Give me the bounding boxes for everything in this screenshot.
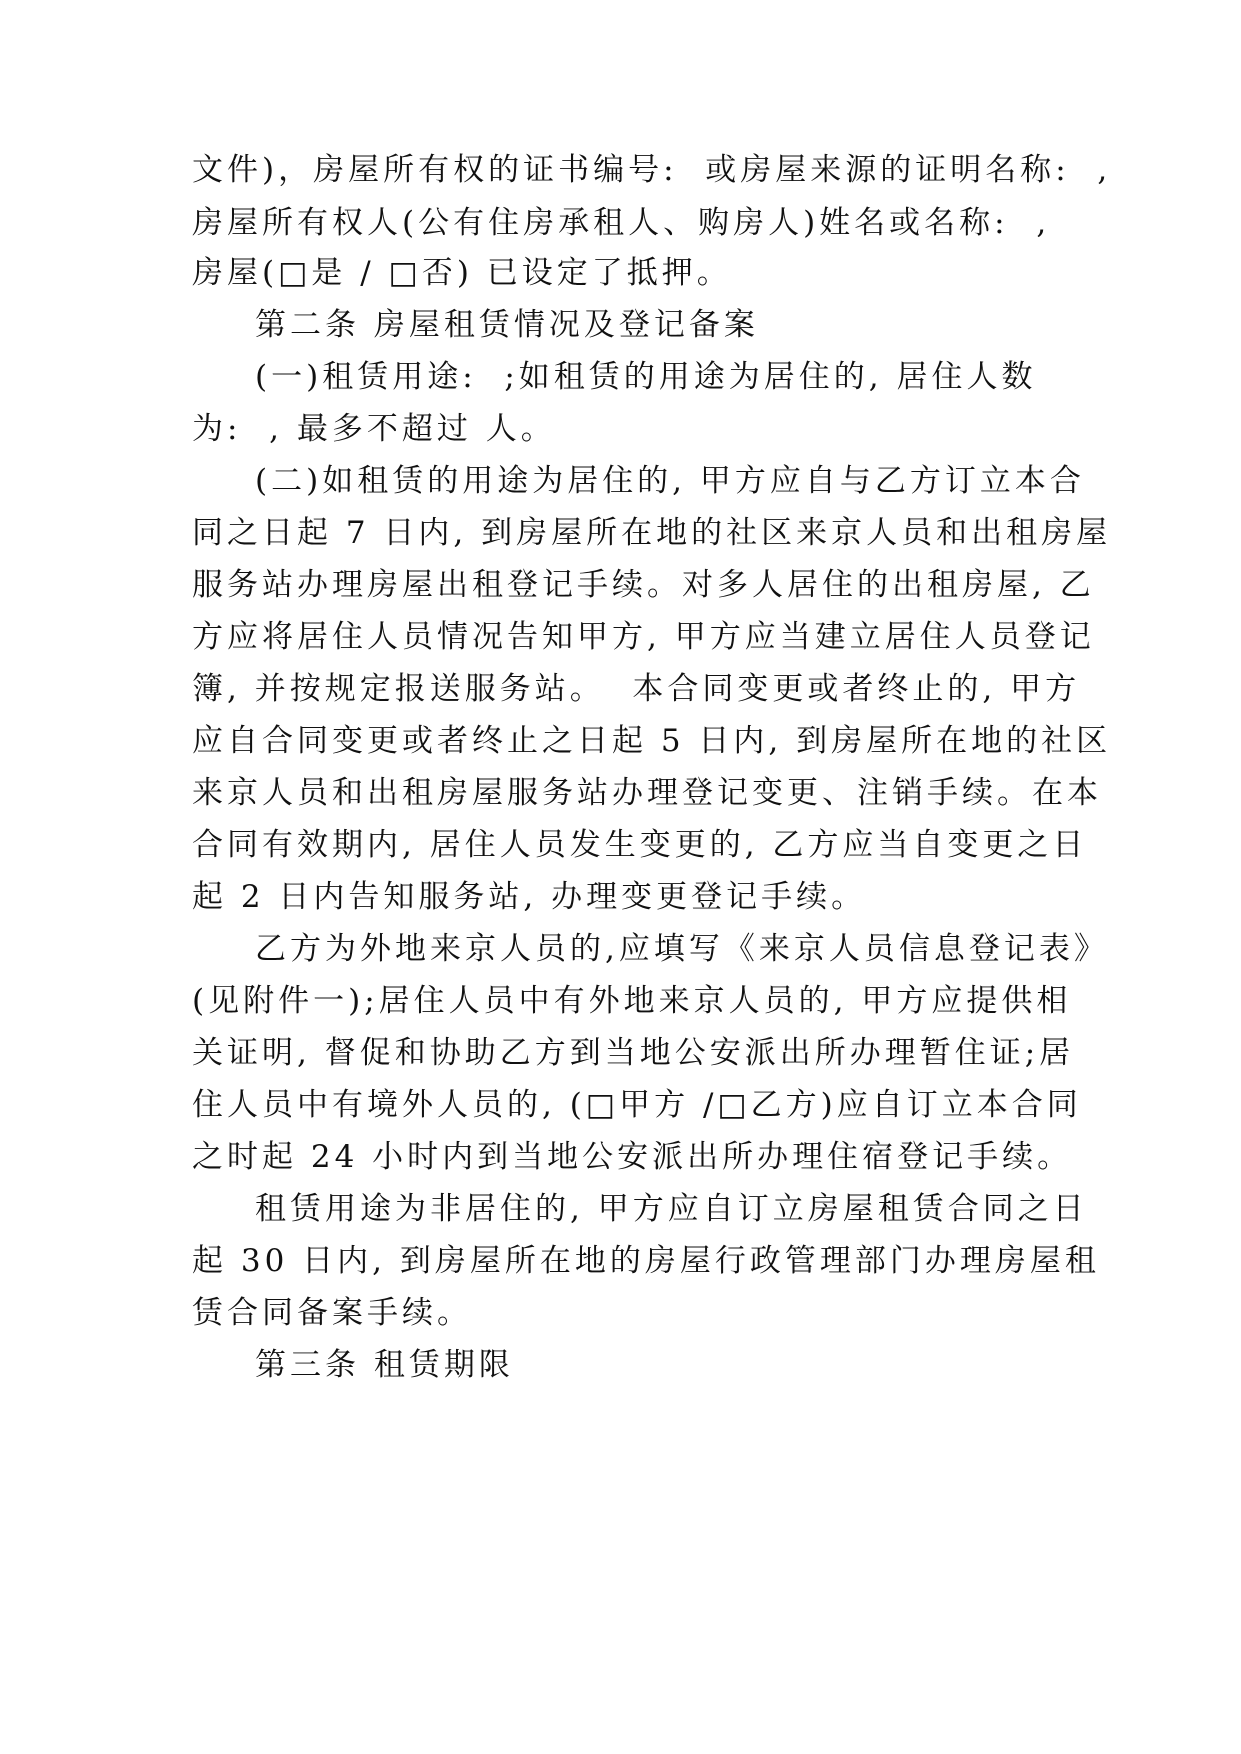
text-line: (一)租赁用途: ;如租赁的用途为居住的, 居住人数 <box>255 359 1037 395</box>
text-line: 乙方为外地来京人员的,应填写《来京人员信息登记表》 <box>255 931 1109 967</box>
text-line: 同之日起 7 日内, 到房屋所在地的社区来京人员和出租房屋 <box>192 515 1112 551</box>
text-line: 来京人员和出租房屋服务站办理登记变更、注销手续。在本 <box>192 775 1102 811</box>
section-heading: 第三条 租赁期限 <box>255 1347 514 1383</box>
text-line: 关证明, 督促和协助乙方到当地公安派出所办理暂住证;居 <box>192 1035 1075 1071</box>
text-line: 为: , 最多不超过 人。 <box>192 411 556 447</box>
text-line: 房屋所有权人(公有住房承租人、购房人)姓名或名称: , <box>192 205 1051 241</box>
text-line: 簿, 并按规定报送服务站。 本合同变更或者终止的, 甲方 <box>192 671 1081 707</box>
text-line: 服务站办理房屋出租登记手续。对多人居住的出租房屋, 乙 <box>192 567 1095 603</box>
text-line: 租赁用途为非居住的, 甲方应自订立房屋租赁合同之日 <box>255 1191 1088 1227</box>
text-line: 赁合同备案手续。 <box>192 1295 472 1331</box>
text-line: 住人员中有境外人员的, (□甲方 /□乙方)应自订立本合同 <box>192 1087 1082 1123</box>
text-line: 合同有效期内, 居住人员发生变更的, 乙方应当自变更之日 <box>192 827 1088 863</box>
text-line: (二)如租赁的用途为居住的, 甲方应自与乙方订立本合 <box>255 463 1085 499</box>
text-line: 之时起 24 小时内到当地公安派出所办理住宿登记手续。 <box>192 1139 1073 1175</box>
text-line: 起 2 日内告知服务站, 办理变更登记手续。 <box>192 879 867 915</box>
text-line: (见附件一);居住人员中有外地来京人员的, 甲方应提供相 <box>192 983 1072 1019</box>
text-line: 应自合同变更或者终止之日起 5 日内, 到房屋所在地的社区 <box>192 723 1112 759</box>
text-line: 起 30 日内, 到房屋所在地的房屋行政管理部门办理房屋租 <box>192 1243 1100 1279</box>
text-line: 方应将居住人员情况告知甲方, 甲方应当建立居住人员登记 <box>192 619 1095 655</box>
section-heading: 第二条 房屋租赁情况及登记备案 <box>255 307 759 343</box>
text-line: 文件)，房屋所有权的证书编号: 或房屋来源的证明名称: , <box>192 152 1112 188</box>
text-line: 房屋(□是 / □否) 已设定了抵押。 <box>192 255 732 291</box>
